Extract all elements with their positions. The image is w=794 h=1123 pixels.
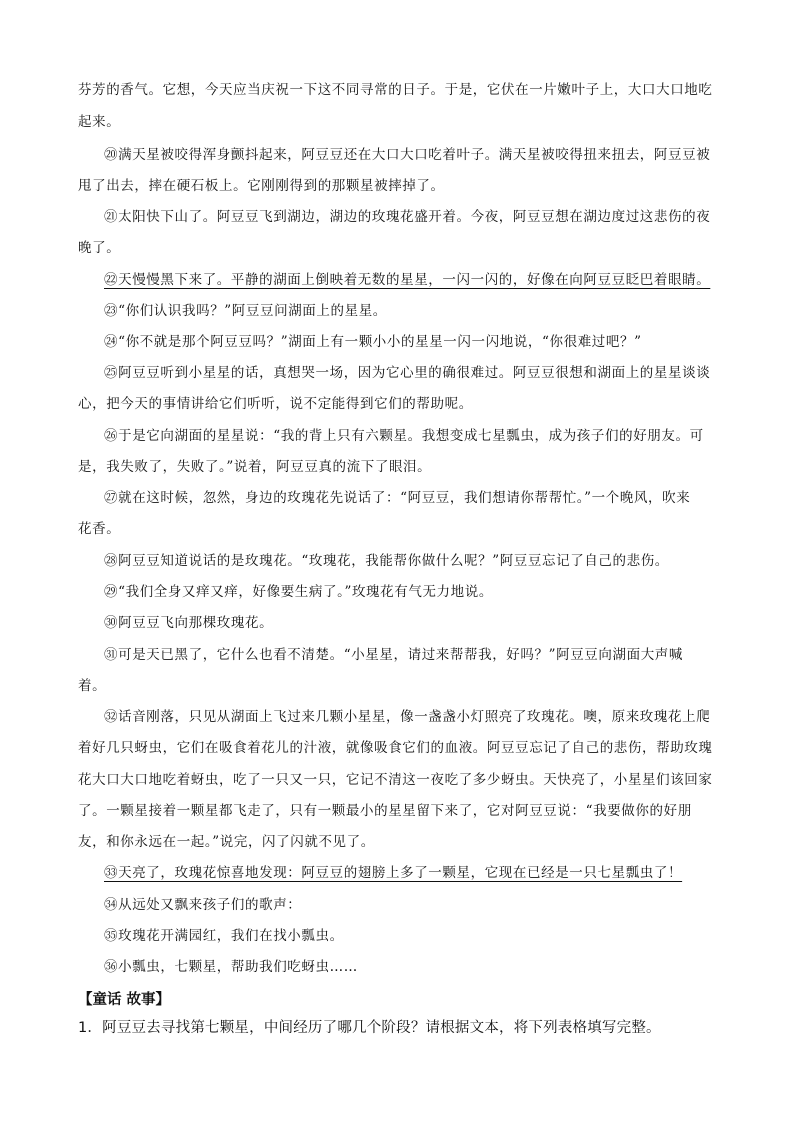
paragraph-line: 着。 xyxy=(78,678,107,694)
paragraph-27: ㉗就在这时候，忽然，身边的玫瑰花先说话了：“阿豆豆，我们想请你帮帮忙。”一个晚风，吹来 xyxy=(104,490,691,506)
question-1: 1．阿豆豆去寻找第七颗星，中间经历了哪几个阶段？请根据文本，将下列表格填写完整。 xyxy=(78,1020,661,1036)
paragraph-line: 花大口大口地吃着蚜虫，吃了一只又一只，它记不清这一夜吃了多少蚜虫。天快亮了，小星星们该回家 xyxy=(78,772,713,788)
paragraph-line: 晚了。 xyxy=(78,240,121,256)
paragraph-30: ㉚阿豆豆飞向那棵玫瑰花。 xyxy=(104,615,274,631)
paragraph-21: ㉑太阳快下山了。阿豆豆飞到湖边，湖边的玫瑰花盛开着。今夜，阿豆豆想在湖边度过这悲伤的夜 xyxy=(104,209,711,225)
paragraph-line: 着好几只蚜虫，它们在吸食着花儿的汁液，就像吸食它们的血液。阿豆豆忘记了自己的悲伤，帮助玫瑰 xyxy=(78,740,713,756)
paragraph-31: ㉛可是天已黑了，它什么也看不清楚。“小星星，请过来帮帮我，好吗？”阿豆豆向湖面大声喊 xyxy=(104,647,684,663)
paragraph-line: 起来。 xyxy=(78,114,121,130)
section-heading: 【童话 故事】 xyxy=(78,992,171,1008)
paragraph-line: 甩了出去，摔在硬石板上。它刚刚得到的那颗星被摔掉了。 xyxy=(78,178,445,194)
paragraph-20: ⑳满天星被咬得浑身颤抖起来，阿豆豆还在大口大口吃着叶子。满天星被咬得扭来扭去，阿豆豆被 xyxy=(104,147,711,163)
paragraph-23: ㉓“你们认识我吗？”阿豆豆问湖面上的星星。 xyxy=(104,303,387,319)
paragraph-35: ㉟玫瑰花开满园红，我们在找小瓢虫。 xyxy=(104,928,344,944)
paragraph-28: ㉘阿豆豆知道说话的是玫瑰花。“玫瑰花，我能帮你做什么呢？”阿豆豆忘记了自己的悲伤。 xyxy=(104,553,669,569)
paragraph-34: ㉞从远处又飘来孩子们的歌声： xyxy=(104,897,302,913)
paragraph-line: 是，我失败了，失败了。”说着，阿豆豆真的流下了眼泪。 xyxy=(78,459,432,475)
paragraph-32: ㉜话音刚落，只见从湖面上飞过来几颗小星星，像一盏盏小灯照亮了玫瑰花。噢，原来玫瑰花上爬 xyxy=(104,709,711,725)
paragraph-29: ㉙“我们全身又痒又痒，好像要生病了。”玫瑰花有气无力地说。 xyxy=(104,584,493,600)
paragraph-26: ㉖于是它向湖面的星星说：“我的背上只有六颗星。我想变成七星瓢虫，成为孩子们的好朋友。可 xyxy=(104,428,704,444)
paragraph-line: 芬芳的香气。它想，今天应当庆祝一下这不同寻常的日子。于是，它伏在一片嫩叶子上，大口大口地吃 xyxy=(78,82,713,98)
paragraph-33-underlined: ㉝天亮了，玫瑰花惊喜地发现：阿豆豆的翅膀上多了一颗星，它现在已经是一只七星瓢虫了！ xyxy=(104,865,683,881)
paragraph-line: 花香。 xyxy=(78,521,121,537)
paragraph-36: ㊱小瓢虫，七颗星，帮助我们吃蚜虫…… xyxy=(104,959,358,975)
paragraph-line: 友，和你永远在一起。”说完，闪了闪就不见了。 xyxy=(78,834,375,850)
paragraph-24: ㉔“你不就是那个阿豆豆吗？”湖面上有一颗小小的星星一闪一闪地说，“你很难过吧？” xyxy=(104,334,642,350)
paragraph-25: ㉕阿豆豆听到小星星的话，真想哭一场，因为它心里的确很难过。阿豆豆很想和湖面上的星星谈谈 xyxy=(104,365,711,381)
paragraph-line: 心，把今天的事情讲给它们听听，说不定能得到它们的帮助呢。 xyxy=(78,396,473,412)
paragraph-line: 了。一颗星接着一颗星都飞走了，只有一颗最小的星星留下来了，它对阿豆豆说：“我要做你的好朋 xyxy=(78,803,692,819)
paragraph-22-underlined: ㉒天慢慢黑下来了。平静的湖面上倒映着无数的星星，一闪一闪的，好像在向阿豆豆眨巴着眼睛。 xyxy=(104,272,711,288)
